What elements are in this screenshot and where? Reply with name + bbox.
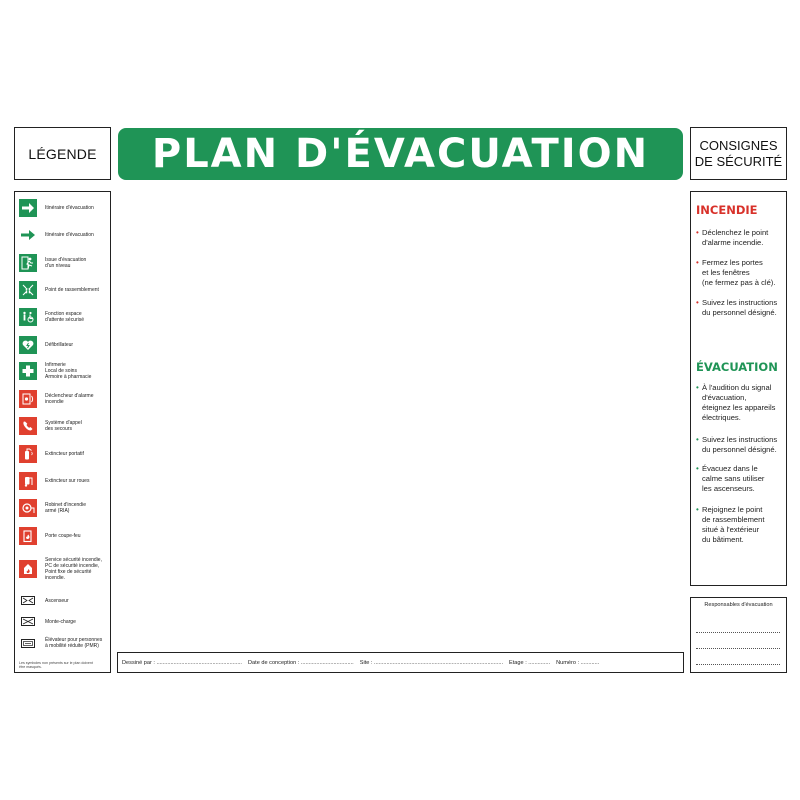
evacuation-bullet: • Suivez les instructions du personnel désigné. — [696, 435, 778, 454]
fire-door-icon — [19, 527, 37, 545]
responsable-line[interactable] — [696, 648, 780, 649]
legend-item-label: Porte coupe-feu — [45, 533, 81, 539]
defibrillator-icon — [19, 336, 37, 354]
consignes-title-line1: CONSIGNES — [699, 137, 778, 153]
legend-item — [19, 390, 93, 408]
incendie-bullet: • Fermez les portes et les fenêtres (ne fermez pas à clé). — [696, 258, 776, 287]
footer-bar — [117, 652, 684, 673]
evacuation-bullet: • Évacuez dans le calme sans utiliser les ascenseurs. — [696, 464, 765, 493]
bullet-dot-icon: • — [696, 464, 699, 473]
legend-item-label: Service sécurité incendie, PC de sécurité incendie, Point fixe de sécurité incendie. — [45, 557, 102, 581]
legend-item — [19, 336, 73, 354]
responsables-label: Responsables d'évacuation — [704, 602, 773, 608]
legend-item-label: Point de rassemblement — [45, 287, 99, 293]
legend-item — [19, 527, 81, 545]
legend-item-label: Itinéraire d'évacuation — [45, 232, 94, 238]
first-aid-cross-icon — [19, 362, 37, 380]
incendie-heading: INCENDIE — [696, 203, 758, 217]
pmr-lift-icon — [21, 639, 35, 648]
legend-item-label: Robinet d'incendie armé (RIA) — [45, 502, 86, 514]
legend-title-box — [14, 127, 111, 180]
legend-item — [19, 417, 82, 435]
legend-item-label: Itinéraire d'évacuation — [45, 205, 94, 211]
goods-lift-icon — [21, 617, 35, 626]
legend-note: Les symboles non présents sur le plan doivent être masqués. — [19, 661, 93, 670]
evacuation-bullet: • À l'audition du signal d'évacuation, éteignez les appareils électriques. — [696, 383, 776, 422]
legend-item-label: Fonction espace d'attente sécurisé — [45, 311, 85, 323]
legend-item — [19, 472, 89, 490]
elevator-icon — [21, 596, 35, 605]
bullet-dot-icon: • — [696, 258, 699, 267]
legend-item-label: Extincteur portatif — [45, 451, 84, 457]
bullet-dot-icon: • — [696, 298, 699, 307]
fire-alarm-icon — [19, 390, 37, 408]
legend-item-label: Monte-charge — [45, 618, 76, 625]
fire-hose-icon — [19, 499, 37, 517]
bullet-dot-icon: • — [696, 435, 699, 444]
footer-etage: Etage : .............. — [509, 659, 551, 666]
legend-item — [19, 362, 91, 380]
legend-item — [19, 226, 94, 244]
legend-item-label: Élévateur pour personnes à mobilité réduite (PMR) — [45, 637, 103, 649]
title-banner — [118, 128, 683, 180]
responsables-panel — [690, 597, 787, 673]
incendie-bullet: • Suivez les instructions du personnel désigné. — [696, 298, 778, 317]
legend-item-label: Extincteur sur roues — [45, 478, 90, 484]
legend-item-label: Système d'appel des secours — [45, 420, 82, 432]
assembly-point-icon — [19, 281, 37, 299]
fire-safety-service-icon — [19, 560, 37, 578]
consignes-title-box — [690, 127, 787, 180]
consignes-panel — [690, 191, 787, 586]
legend-item-label: Infirmerie Local de soins Armoire à pharmacie — [45, 362, 92, 380]
arrow-right-icon — [19, 226, 37, 244]
footer-numero: Numéro : ............ — [556, 659, 600, 666]
incendie-bullet: • Déclenchez le point d'alarme incendie. — [696, 228, 769, 247]
responsable-line[interactable] — [696, 632, 780, 633]
legend-item-label: Défibrillateur — [45, 342, 74, 348]
legend-item — [19, 199, 94, 217]
legend-item-label: Déclencheur d'alarme incendie — [45, 393, 94, 405]
emergency-phone-icon — [19, 417, 37, 435]
footer-site: Site : ................................................................................... — [359, 659, 504, 666]
legend-item — [19, 281, 99, 299]
legend-title: LÉGENDE — [28, 145, 97, 162]
legend-item — [19, 308, 84, 326]
evacuation-heading: ÉVACUATION — [696, 360, 778, 374]
legend-item-label: Issue d'évacuation d'un niveau — [45, 257, 87, 269]
legend-item — [19, 637, 102, 649]
legend-item — [19, 499, 86, 517]
running-man-exit-icon — [19, 254, 37, 272]
bullet-dot-icon: • — [696, 505, 699, 514]
legend-item — [19, 557, 102, 581]
legend-panel — [14, 191, 111, 673]
page-title: PLAN D'ÉVACUATION — [151, 131, 650, 177]
safe-waiting-area-icon — [19, 308, 37, 326]
legend-item-label: Ascenseur — [45, 597, 69, 604]
legend-item — [19, 596, 69, 605]
arrow-right-box-icon — [19, 199, 37, 217]
consignes-title-line2: DE SÉCURITÉ — [694, 153, 783, 169]
bullet-dot-icon: • — [696, 383, 699, 392]
map-area[interactable] — [117, 191, 684, 649]
bullet-dot-icon: • — [696, 228, 699, 237]
footer-date-conception: Date de conception : .................................. — [248, 659, 354, 666]
legend-item — [19, 617, 76, 626]
fire-extinguisher-icon — [19, 445, 37, 463]
legend-item — [19, 254, 86, 272]
responsable-line[interactable] — [696, 664, 780, 665]
footer-dessine-par: Dessiné par : ....................................................... — [122, 659, 242, 666]
evacuation-bullet: • Rejoignez le point de rassemblement situé à l'extérieur du bâtiment. — [696, 505, 765, 544]
legend-item — [19, 445, 84, 463]
wheeled-extinguisher-icon — [19, 472, 37, 490]
